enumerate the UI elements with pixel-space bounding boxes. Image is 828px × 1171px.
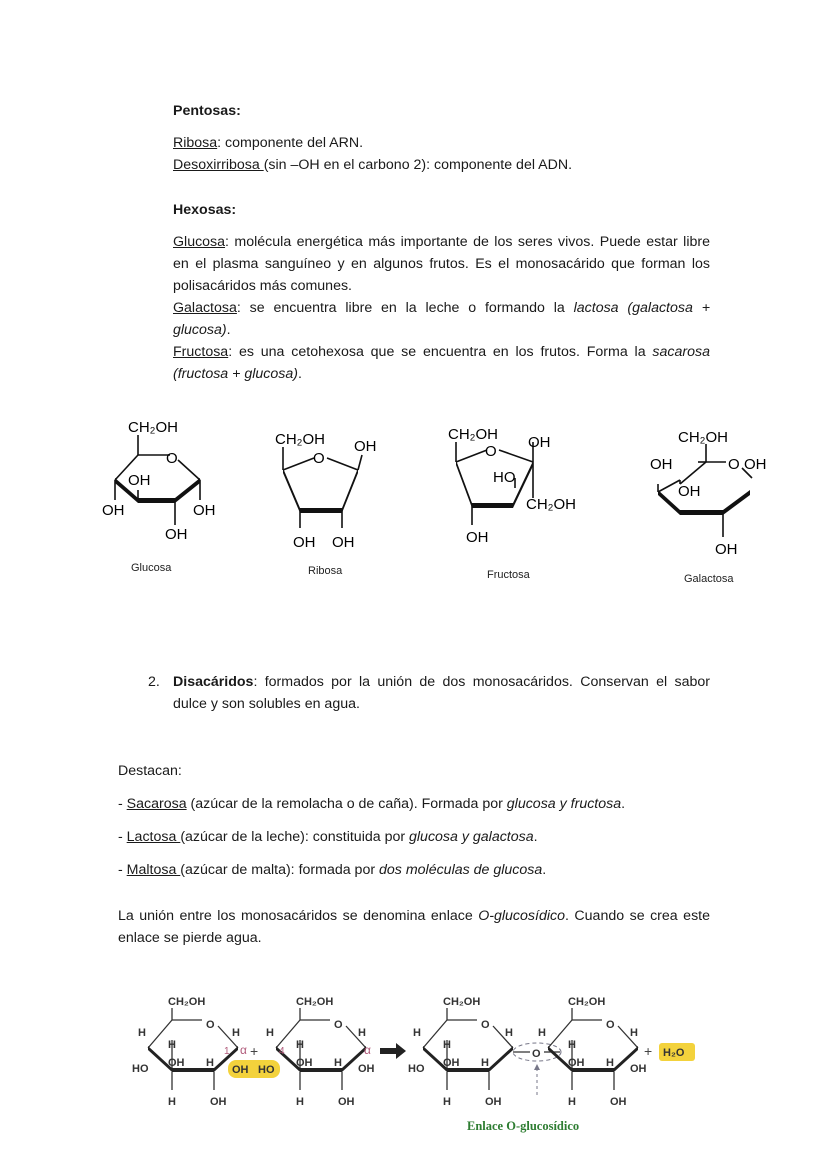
disacaridos-paragraph	[173, 671, 710, 715]
galactosa-oh: OH	[715, 541, 738, 558]
reaction-h: H	[232, 1027, 240, 1039]
disacaridos-desc: : formados por la unión de dos monosacáridos. Conservan el sabor dulce y son solubles en agua.	[173, 674, 710, 712]
fructosa-ho: HO	[493, 469, 516, 486]
ribosa-o: O	[313, 450, 325, 467]
ribosa-caption: Ribosa	[308, 565, 343, 577]
reaction-oh: OH	[568, 1057, 585, 1069]
water-label: H₂O	[663, 1047, 685, 1059]
reaction-h: H	[443, 1039, 451, 1051]
alpha-label: α	[364, 1043, 371, 1057]
union-text-2: . Cuando se crea este enlace se pierde agua.	[118, 908, 710, 946]
fructosa-ch2oh: CH₂OH	[526, 496, 576, 513]
list-item-lactosa	[118, 826, 538, 848]
reaction-oh: OH	[443, 1057, 460, 1069]
reaction-ch2oh: CH₂OH	[443, 996, 481, 1008]
glucosa-caption: Glucosa	[131, 562, 172, 574]
reaction-arrow-icon	[380, 1043, 406, 1059]
destacan-heading: Destacan:	[118, 763, 182, 779]
desoxirribosa-desc: (sin –OH en el carbono 2): componente del ADN.	[263, 157, 573, 173]
reaction-ch2oh: CH₂OH	[568, 996, 606, 1008]
reaction-oh: OH	[485, 1096, 502, 1108]
reaction-h: H	[296, 1096, 304, 1108]
sacarosa-end: .	[621, 796, 626, 812]
galactosa-ch2oh: CH₂OH	[678, 429, 728, 446]
list-item-sacarosa	[118, 793, 625, 815]
reaction-h: H	[206, 1057, 214, 1069]
reaction-h: H	[334, 1057, 342, 1069]
list-item-maltosa	[118, 859, 546, 881]
reaction-h: H	[413, 1027, 421, 1039]
sacarosa-term: Sacarosa	[126, 796, 187, 812]
fructosa-oh: OH	[466, 529, 489, 546]
glucosa-structure	[100, 415, 230, 550]
reaction-h: H	[168, 1096, 176, 1108]
ribosa-structure	[270, 425, 390, 555]
lactosa-italic: glucosa y galactosa	[409, 829, 534, 845]
reaction-o: O	[334, 1019, 343, 1031]
lactosa-term: Lactosa	[126, 829, 181, 845]
glucosa-ch2oh: CH₂OH	[128, 419, 178, 436]
galactosa-term: Galactosa	[173, 300, 237, 316]
reaction-h: H	[505, 1027, 513, 1039]
reaction-h: H	[538, 1027, 546, 1039]
reaction-oh: OH	[338, 1096, 355, 1108]
galactosa-italic: lactosa (galactosa + glucosa)	[173, 300, 710, 338]
reaction-h: H	[296, 1039, 304, 1051]
fructosa-o: O	[485, 443, 497, 460]
reaction-ch2oh: CH₂OH	[168, 996, 206, 1008]
fructosa-end: .	[298, 366, 302, 382]
ribosa-line	[173, 132, 363, 154]
fructosa-ch2oh: CH₂OH	[448, 426, 498, 443]
galactosa-desc: : se encuentra libre en la leche o formando la	[236, 300, 574, 316]
fructosa-term: Fructosa	[173, 344, 229, 360]
galactosa-oh: OH	[678, 483, 701, 500]
reaction-h: H	[481, 1057, 489, 1069]
glucosa-desc: : molécula energética más importante de los seres vivos. Puede estar libre en el plasma sanguíneo y en algunos frutos. Es el monosacárido que forman los polisacáridos más comunes.	[173, 234, 710, 294]
reaction-oh: OH	[610, 1096, 627, 1108]
galactosa-oh: OH	[744, 456, 767, 473]
desoxirribosa-term: Desoxirribosa	[173, 157, 264, 173]
alpha-label: α	[240, 1043, 247, 1057]
reaction-oh: OH	[296, 1057, 313, 1069]
union-text-1: La unión entre los monosacáridos se denomina enlace	[118, 908, 479, 924]
ribosa-desc: : componente del ARN.	[217, 135, 364, 151]
hexosas-paragraph	[173, 231, 710, 385]
galactosa-oh: OH	[650, 456, 673, 473]
galactosa-end: .	[226, 322, 231, 338]
ribosa-term: Ribosa	[173, 135, 218, 151]
reaction-h: H	[568, 1096, 576, 1108]
union-paragraph	[118, 905, 710, 949]
maltosa-term: Maltosa	[126, 862, 181, 878]
desoxirribosa-line	[173, 154, 572, 176]
reaction-ch2oh: CH₂OH	[296, 996, 334, 1008]
galactosa-structure	[648, 422, 778, 562]
fructosa-desc: : es una cetohexosa que se encuentra en los frutos. Forma la	[228, 344, 653, 360]
reaction-o: O	[606, 1019, 615, 1031]
reaction-h: H	[168, 1039, 176, 1051]
fructosa-oh: OH	[528, 434, 551, 451]
maltosa-end: .	[542, 862, 547, 878]
maltose-formation-diagram	[130, 990, 710, 1140]
list-dash: -	[118, 829, 127, 845]
reaction-h: H	[443, 1096, 451, 1108]
bond-o: O	[532, 1048, 541, 1060]
hexosas-heading: Hexosas:	[173, 202, 237, 218]
maltosa-italic: dos moléculas de glucosa	[379, 862, 543, 878]
union-italic: O-glucosídico	[478, 908, 565, 924]
reaction-h: H	[266, 1027, 274, 1039]
carbon-4-label: 4	[279, 1046, 285, 1057]
reaction-oh: OH	[168, 1057, 185, 1069]
ribosa-oh: OH	[332, 534, 355, 551]
reaction-oh: OH	[358, 1063, 375, 1075]
plus-sign: +	[250, 1043, 259, 1059]
reaction-o: O	[481, 1019, 490, 1031]
sacarosa-desc: (azúcar de la remolacha o de caña). Formada por	[186, 796, 507, 812]
reaction-oh: OH	[210, 1096, 227, 1108]
ribosa-oh: OH	[354, 438, 377, 455]
glucosa-term: Glucosa	[173, 234, 226, 250]
ribosa-oh: OH	[293, 534, 316, 551]
glucosa-oh: OH	[128, 472, 151, 489]
bond-label: Enlace O-glucosídico	[467, 1119, 580, 1133]
reaction-ho: HO	[132, 1063, 149, 1075]
reaction-oh: OH	[630, 1063, 647, 1075]
plus-sign: +	[644, 1043, 653, 1059]
reaction-h: H	[630, 1027, 638, 1039]
glucosa-oh: OH	[165, 526, 188, 543]
list-dash: -	[118, 862, 127, 878]
glucosa-o: O	[166, 450, 178, 467]
fructosa-italic: sacarosa (fructosa + glucosa)	[173, 344, 710, 382]
reaction-h: H	[358, 1027, 366, 1039]
reaction-ho: HO	[408, 1063, 425, 1075]
fructosa-caption: Fructosa	[487, 569, 530, 581]
lactosa-end: .	[533, 829, 538, 845]
pentosas-heading: Pentosas:	[173, 103, 241, 119]
carbon-1-label: 1	[224, 1046, 230, 1057]
ribosa-ch2oh: CH₂OH	[275, 431, 325, 448]
galactosa-caption: Galactosa	[684, 573, 734, 585]
maltosa-desc: (azúcar de malta): formada por	[180, 862, 380, 878]
reaction-h: H	[568, 1039, 576, 1051]
reaction-ho: HO	[258, 1064, 275, 1076]
lactosa-desc: (azúcar de la leche): constituida por	[180, 829, 410, 845]
disacaridos-number: 2.	[148, 674, 160, 690]
reaction-oh: OH	[232, 1064, 249, 1076]
reaction-o: O	[206, 1019, 215, 1031]
sacarosa-italic: glucosa y fructosa	[506, 796, 622, 812]
reaction-h: H	[138, 1027, 146, 1039]
glucosa-oh: OH	[102, 502, 125, 519]
disacaridos-term: Disacáridos	[173, 674, 254, 690]
fructosa-structure	[445, 420, 595, 550]
reaction-h: H	[606, 1057, 614, 1069]
galactosa-o: O	[728, 456, 740, 473]
glucosa-oh: OH	[193, 502, 216, 519]
list-dash: -	[118, 796, 127, 812]
